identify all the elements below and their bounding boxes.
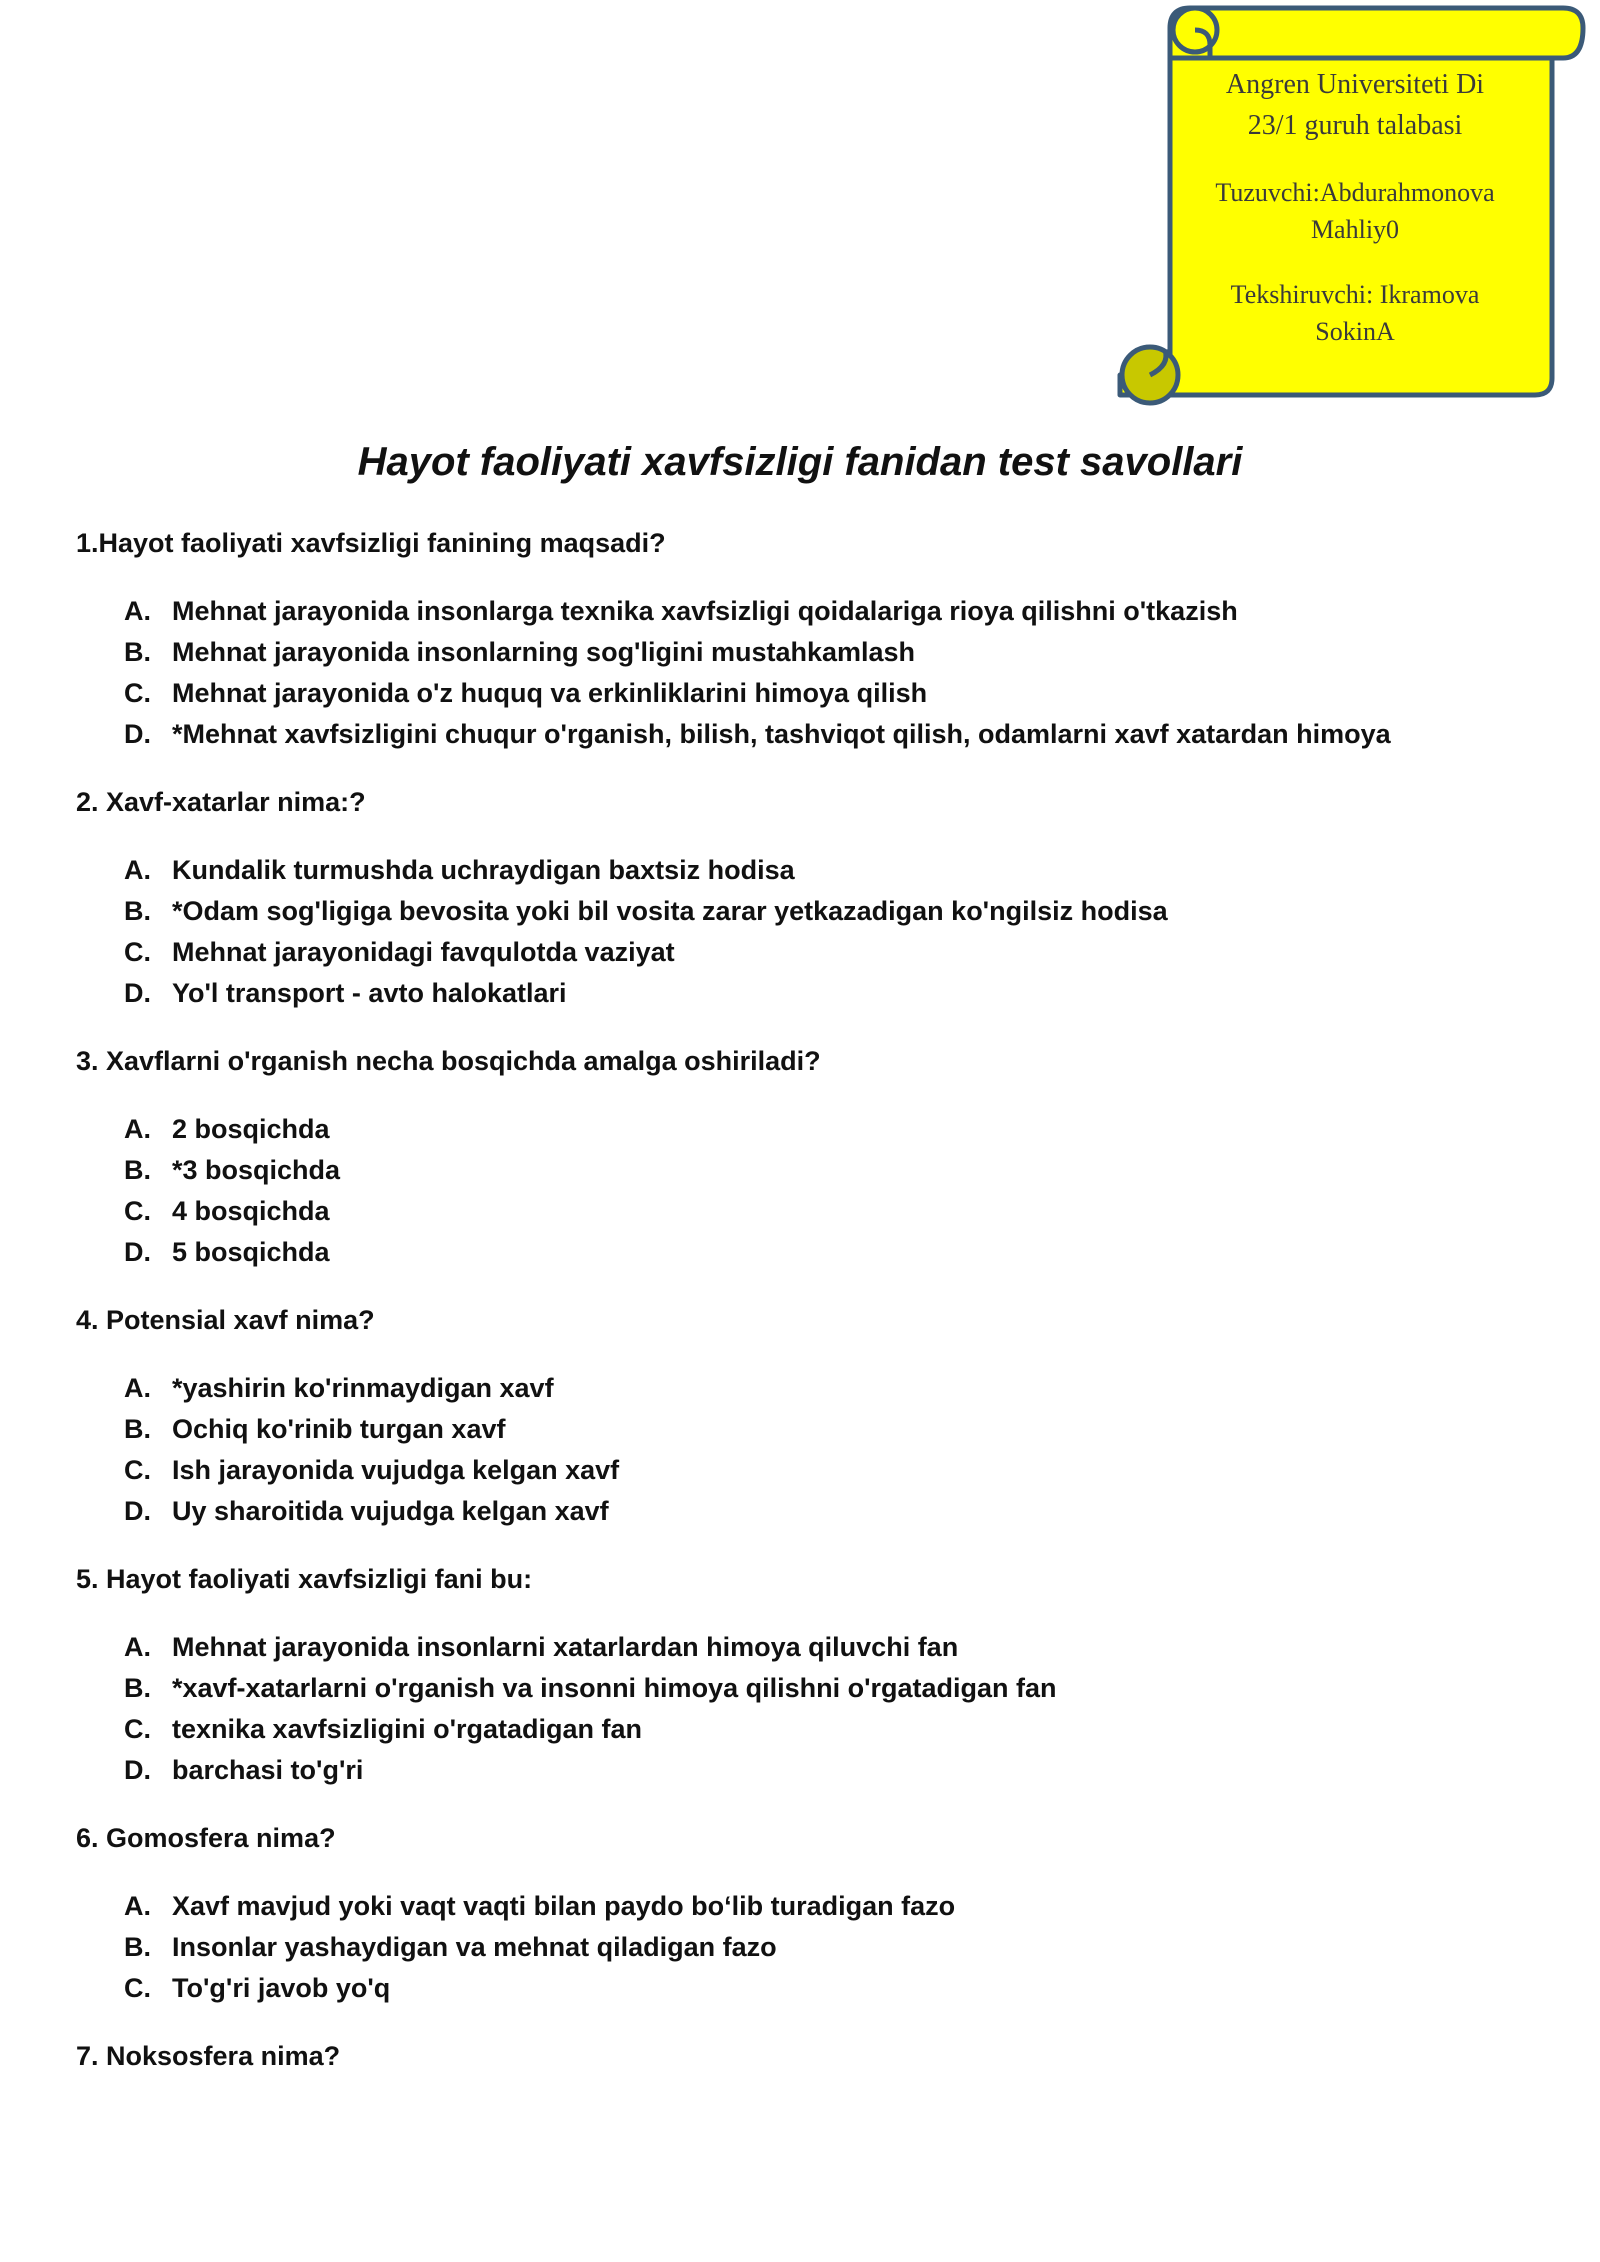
option-text: To'g'ri javob yo'q — [172, 1973, 391, 2003]
option-2b — [124, 896, 1168, 927]
option-2a — [124, 855, 795, 886]
option-text: 2 bosqichda — [172, 1114, 330, 1144]
option-text: *3 bosqichda — [172, 1155, 341, 1185]
option-text: Mehnat jarayonida insonlarga texnika xavfsizligi qoidalariga rioya qilishni o'tkazish — [172, 596, 1238, 626]
option-letter: B. — [124, 1673, 151, 1703]
option-letter: C. — [124, 678, 151, 708]
option-4a — [124, 1373, 554, 1404]
option-6c — [124, 1973, 390, 2004]
option-letter: C. — [124, 1714, 151, 1744]
option-1b — [124, 637, 915, 668]
option-1a — [124, 596, 1238, 627]
page-title: Hayot faoliyati xavfsizligi fanidan test savollari — [357, 440, 1243, 484]
option-letter: B. — [124, 1155, 151, 1185]
option-text: Mehnat jarayonida insonlarni xatarlardan himoya qiluvchi fan — [172, 1632, 959, 1662]
question-7: 7. Noksosfera nima? — [76, 2041, 341, 2071]
option-text: *yashirin ko'rinmaydigan xavf — [172, 1373, 554, 1403]
option-text: texnika xavfsizligini o'rgatadigan fan — [172, 1714, 643, 1744]
option-letter: D. — [124, 719, 151, 749]
scroll-line-university: Angren Universiteti Di — [1225, 69, 1485, 100]
option-text: Yo'l transport - avto halokatlari — [172, 978, 567, 1008]
option-text: Ish jarayonida vujudga kelgan xavf — [172, 1455, 620, 1485]
option-text: Xavf mavjud yoki vaqt vaqti bilan paydo bo‘lib turadigan fazo — [172, 1891, 956, 1921]
option-3a — [124, 1114, 330, 1145]
question-1: 1.Hayot faoliyati xavfsizligi fanining maqsadi? — [76, 528, 666, 558]
option-5c — [124, 1714, 642, 1745]
option-4c — [124, 1455, 619, 1486]
scroll-author-label: Tuzuvchi:Abdurahmonova — [1215, 178, 1495, 207]
scroll-reviewer-name: SokinA — [1315, 317, 1395, 346]
option-letter: C. — [124, 1196, 151, 1226]
option-letter: B. — [124, 637, 151, 667]
option-letter: D. — [124, 1496, 151, 1526]
option-letter: C. — [124, 937, 151, 967]
option-letter: A. — [124, 1114, 151, 1144]
option-3c — [124, 1196, 330, 1227]
option-1d — [124, 719, 1391, 750]
option-text: *Mehnat xavfsizligini chuqur o'rganish, bilish, tashviqot qilish, odamlarni xavf xatardan himoya — [172, 719, 1391, 749]
option-text: 4 bosqichda — [172, 1196, 330, 1226]
option-letter: B. — [124, 896, 151, 926]
option-1c — [124, 678, 927, 709]
option-letter: A. — [124, 855, 151, 885]
scroll-reviewer-label: Tekshiruvchi: Ikramova — [1230, 280, 1480, 309]
question-6: 6. Gomosfera nima? — [76, 1823, 336, 1853]
option-text: Ochiq ko'rinib turgan xavf — [172, 1414, 506, 1444]
option-letter: A. — [124, 1632, 151, 1662]
option-letter: A. — [124, 1891, 151, 1921]
option-letter: D. — [124, 1755, 151, 1785]
option-4d — [124, 1496, 609, 1527]
option-text: 5 bosqichda — [172, 1237, 330, 1267]
question-3: 3. Xavflarni o'rganish necha bosqichda amalga oshiriladi? — [76, 1046, 821, 1076]
option-text: Mehnat jarayonida o'z huquq va erkinliklarini himoya qilish — [172, 678, 928, 708]
option-5b — [124, 1673, 1057, 1704]
option-2d — [124, 978, 567, 1009]
option-text: barchasi to'g'ri — [172, 1755, 364, 1785]
option-4b — [124, 1414, 505, 1445]
option-letter: C. — [124, 1455, 151, 1485]
option-letter: B. — [124, 1414, 151, 1444]
option-5d — [124, 1755, 363, 1786]
option-text: Mehnat jarayonidagi favqulotda vaziyat — [172, 937, 675, 967]
option-letter: A. — [124, 1373, 151, 1403]
option-5a — [124, 1632, 958, 1663]
option-text: Uy sharoitida vujudga kelgan xavf — [172, 1496, 609, 1526]
option-letter: D. — [124, 978, 151, 1008]
option-text: *xavf-xatarlarni o'rganish va insonni himoya qilishni o'rgatadigan fan — [172, 1673, 1057, 1703]
option-letter: A. — [124, 596, 151, 626]
option-3d — [124, 1237, 330, 1268]
option-text: Mehnat jarayonida insonlarning sog'ligini mustahkamlash — [172, 637, 916, 667]
question-5: 5. Hayot faoliyati xavfsizligi fani bu: — [76, 1564, 533, 1594]
question-4: 4. Potensial xavf nima? — [76, 1305, 375, 1335]
scroll-author-name: Mahliy0 — [1310, 215, 1400, 244]
option-3b — [124, 1155, 340, 1186]
option-letter: D. — [124, 1237, 151, 1267]
option-6a — [124, 1891, 955, 1922]
option-6b — [124, 1932, 777, 1963]
option-letter: B. — [124, 1932, 151, 1962]
question-2: 2. Xavf-xatarlar nima:? — [76, 787, 366, 817]
scroll-line-group: 23/1 guruh talabasi — [1247, 110, 1463, 141]
option-text: *Odam sog'ligiga bevosita yoki bil vosita zarar yetkazadigan ko'ngilsiz hodisa — [172, 896, 1168, 926]
option-text: Insonlar yashaydigan va mehnat qiladigan fazo — [172, 1932, 777, 1962]
option-2c — [124, 937, 675, 968]
option-letter: C. — [124, 1973, 151, 2003]
option-text: Kundalik turmushda uchraydigan baxtsiz hodisa — [172, 855, 795, 885]
